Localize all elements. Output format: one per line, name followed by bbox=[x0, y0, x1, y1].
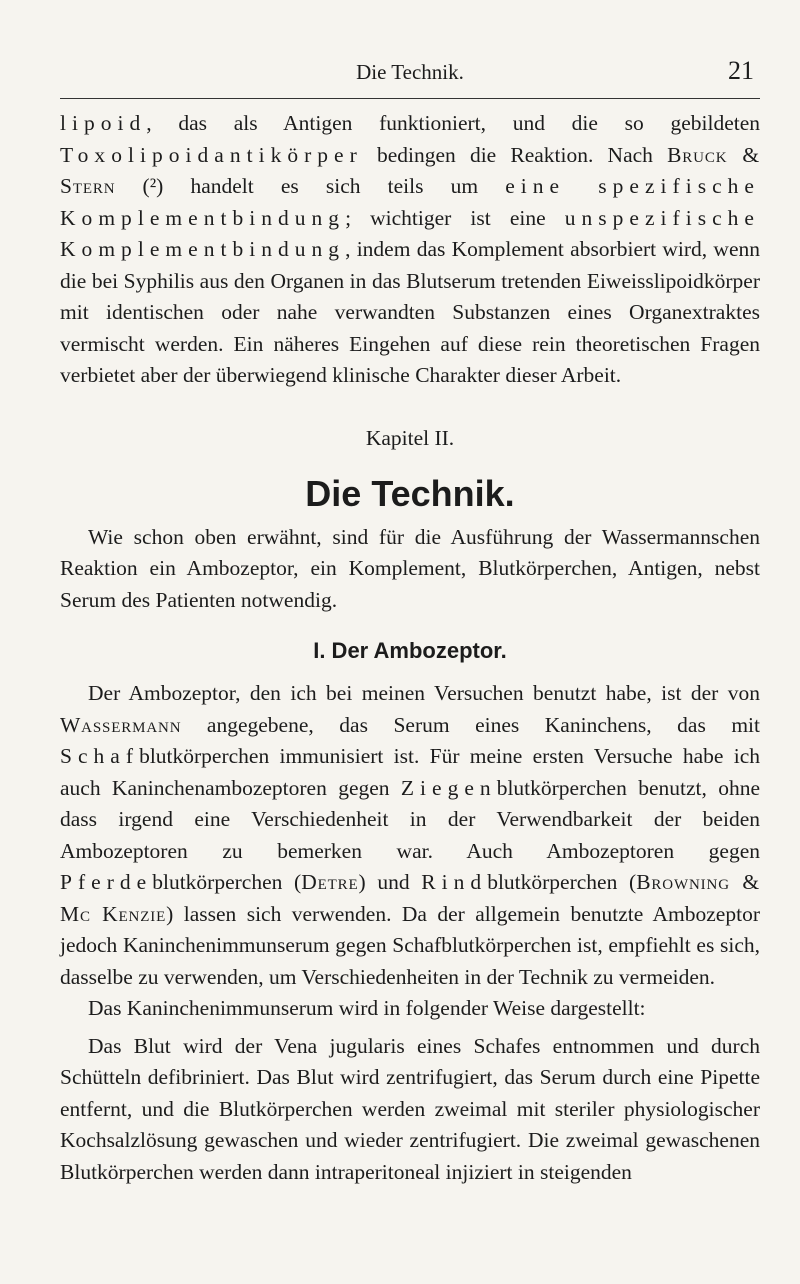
term-lipoid: lipoid bbox=[60, 111, 147, 135]
author-bruck-stern: Bruck & Stern bbox=[60, 142, 761, 198]
chapter-title: Die Technik. bbox=[305, 472, 515, 514]
paragraph-2: Wie schon oben erwähnt, sind für die Ausführung der Wassermannschen Reaktion ein Ambozeptor, ein Komplement, Blutkörperchen, Antigen, nebst Serum des Patienten notwendig. bbox=[60, 524, 760, 612]
page-body bbox=[60, 108, 760, 1188]
running-title: Die Technik. bbox=[356, 60, 464, 84]
paragraph-4: Das Kaninchenimmunserum wird in folgender Weise dargestellt: bbox=[88, 996, 646, 1020]
author-wassermann: Wassermann bbox=[60, 712, 182, 737]
term-ziegen: Ziegen bbox=[400, 775, 497, 800]
term-toxolipoidantikoerper: Toxolipoidantikörper bbox=[60, 142, 363, 167]
page-header bbox=[60, 52, 760, 99]
author-browning-mckenzie: Browning & Mc Kenzie bbox=[60, 870, 761, 926]
term-spezifische-komplementbindung: eine spezifische Komplementbindung bbox=[60, 174, 760, 230]
term-schaf: Schaf bbox=[60, 744, 140, 768]
section-title: I. Der Ambozeptor. bbox=[313, 638, 507, 663]
term-pferde: Pferde bbox=[60, 870, 153, 894]
chapter-label: Kapitel II. bbox=[365, 425, 455, 450]
paragraph-1: lipoid, das als Antigen funktioniert, und die so gebildeten Toxolipoidantikörper bedingen die Reaktion. Nach Bruck & Stern (²) handelt es sich teils um eine spezifische Komplementbindung; wichtiger ist eine unspezifische Komplementbindung, indem das Komplement absorbiert wird, wenn die bei Syphilis aus den Organen in das Blutserum tretenden Eiweisslipoidkörper mit identischen oder nahe verwandten Substanzen eines Organextraktes vermischt werden. Ein näheres Eingehen auf diese rein theoretischen Fragen verbietet aber der überwiegend klinische Charakter dieser Arbeit. bbox=[60, 111, 761, 387]
paragraph-5: Das Blut wird der Vena jugularis eines Schafes entnommen und durch Schütteln defibriniert. Das Blut wird zentrifugiert, das Serum durch eine Pipette entfernt, und die Blutkörperchen werden zweimal mit steriler physiologischer Kochsalzlösung gewaschen und wieder zentrifugiert. Die zweimal gewaschenen Blutkörperchen werden dann intraperitoneal injiziert in steigenden bbox=[60, 1033, 760, 1184]
author-detre: Detre bbox=[301, 870, 359, 894]
term-rind: Rind bbox=[421, 870, 488, 894]
paragraph-3: Der Ambozeptor, den ich bei meinen Versuchen benutzt habe, ist der von Wassermann angegebene, das Serum eines Kaninchens, das mit Schafblutkörperchen immunisiert ist. Für meine ersten Versuche habe ich auch Kaninchenambozeptoren gegen Ziegenblutkörperchen benutzt, ohne dass irgend eine Verschiedenheit in der Verwendbarkeit der beiden Ambozeptoren zu bemerken war. Auch Ambozeptoren gegen Pferdeblutkörperchen (Detre) und Rindblutkörperchen (Browning & Mc Kenzie) lassen sich verwenden. Da der allgemein benutzte Ambozeptor jedoch Kaninchenimmunserum gegen Schafblutkörperchen ist, empfiehlt es sich, dasselbe zu verwenden, um Verschiedenheiten in der Technik zu vermeiden. bbox=[60, 681, 761, 989]
page-number: 21 bbox=[728, 56, 754, 85]
term-unspezifische-komplementbindung: unspezifische Komplementbindung bbox=[60, 205, 760, 261]
